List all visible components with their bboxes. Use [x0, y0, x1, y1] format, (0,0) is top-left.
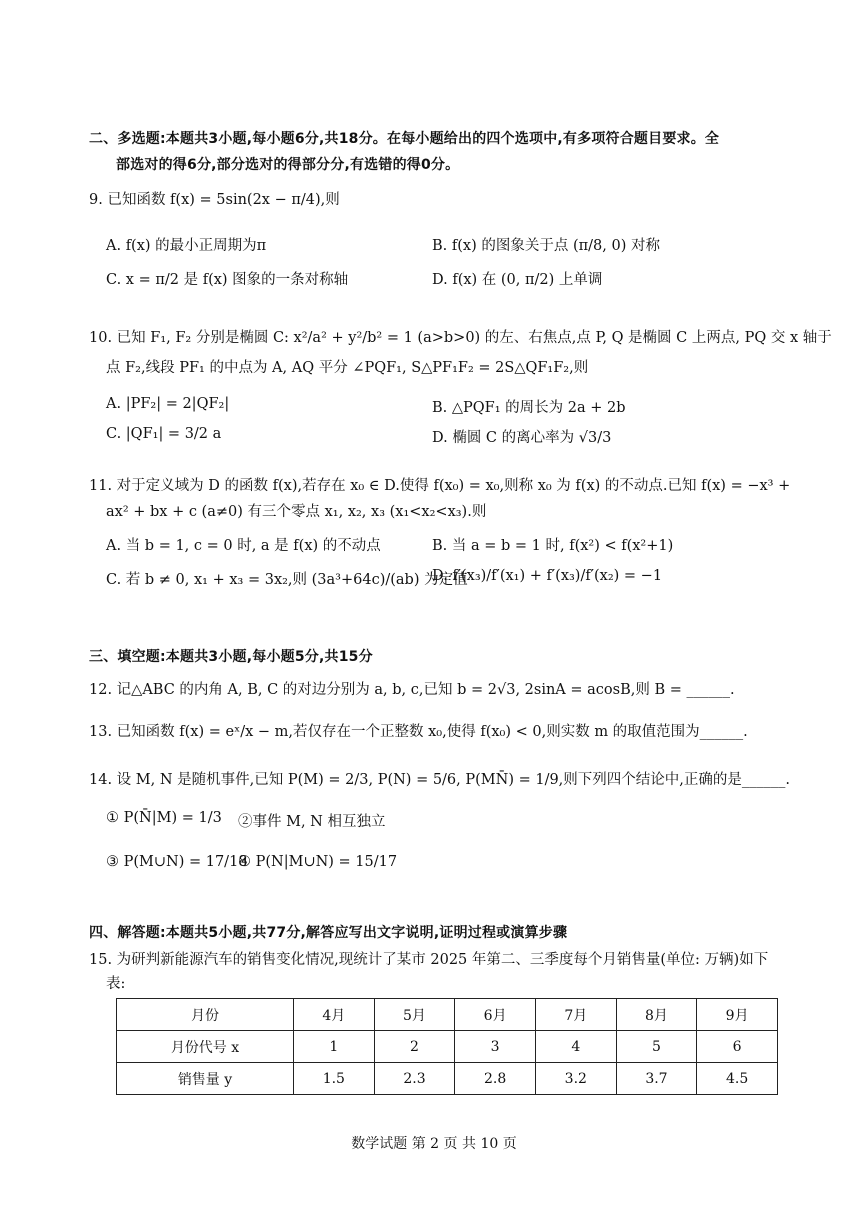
question-14-option-4: ④ P(N|M∪N) = 15/17	[238, 854, 398, 870]
question-10-stem-line1: 10. 已知 F₁, F₂ 分别是椭圆 C: x²/a² + y²/b² = 1 (a>b>0) 的左、右焦点,点 P, Q 是椭圆 C 上两点, PQ 交 x 轴于	[89, 330, 832, 346]
sales-table	[116, 998, 778, 1095]
table-cell: 5	[616, 1031, 697, 1063]
table-row-month	[117, 999, 778, 1031]
table-cell: 4月	[294, 999, 375, 1031]
table-row-sales	[117, 1063, 778, 1095]
section-4-heading: 四、解答题:本题共5小题,共77分,解答应写出文字说明,证明过程或演算步骤	[89, 925, 568, 941]
page-footer: 数学试题 第 2 页 共 10 页	[351, 1136, 517, 1152]
question-10-option-c: C. |QF₁| = 3/2 a	[106, 426, 222, 442]
question-10-stem-line2: 点 F₂,线段 PF₁ 的中点为 A, AQ 平分 ∠PQF₁, S△PF₁F₂ = 2S△QF₁F₂,则	[106, 360, 589, 376]
table-cell: 月份代号 x	[117, 1031, 294, 1063]
section-2-heading-line1: 二、多选题:本题共3小题,每小题6分,共18分。在每小题给出的四个选项中,有多项符合题目要求。全	[89, 131, 720, 147]
table-cell: 1	[294, 1031, 375, 1063]
table-cell: 3.2	[535, 1063, 616, 1095]
table-cell: 2.3	[374, 1063, 455, 1095]
question-14-option-2: ②事件 M, N 相互独立	[238, 814, 386, 830]
question-14-stem: 14. 设 M, N 是随机事件,已知 P(M) = 2/3, P(N) = 5/6, P(MN̄) = 1/9,则下列四个结论中,正确的是______.	[89, 772, 791, 788]
question-13: 13. 已知函数 f(x) = eˣ/x − m,若仅存在一个正整数 x₀,使得 f(x₀) < 0,则实数 m 的取值范围为______.	[89, 724, 748, 740]
section-2-heading-line2: 部选对的得6分,部分选对的得部分分,有选错的得0分。	[116, 157, 460, 173]
question-10-option-d: D. 椭圆 C 的离心率为 √3/3	[432, 430, 612, 446]
table-cell: 8月	[616, 999, 697, 1031]
question-15-stem-line2: 表:	[106, 976, 126, 992]
question-11-stem-line1: 11. 对于定义域为 D 的函数 f(x),若存在 x₀ ∈ D.使得 f(x₀) = x₀,则称 x₀ 为 f(x) 的不动点.已知 f(x) = −x³ +	[89, 478, 791, 494]
question-9-option-c: C. x = π/2 是 f(x) 图象的一条对称轴	[106, 272, 349, 288]
section-3-heading: 三、填空题:本题共3小题,每小题5分,共15分	[89, 649, 373, 665]
table-cell: 7月	[535, 999, 616, 1031]
table-cell: 月份	[117, 999, 294, 1031]
table-cell: 1.5	[294, 1063, 375, 1095]
table-cell: 3	[455, 1031, 536, 1063]
question-10-option-a: A. |PF₂| = 2|QF₂|	[106, 396, 230, 412]
question-11-stem-line2: ax² + bx + c (a≠0) 有三个零点 x₁, x₂, x₃ (x₁<x₂<x₃).则	[106, 504, 487, 520]
table-cell: 4	[535, 1031, 616, 1063]
table-cell: 3.7	[616, 1063, 697, 1095]
table-cell: 销售量 y	[117, 1063, 294, 1095]
question-10-option-b: B. △PQF₁ 的周长为 2a + 2b	[432, 400, 626, 416]
question-15-stem-line1: 15. 为研判新能源汽车的销售变化情况,现统计了某市 2025 年第二、三季度每个月销售量(单位: 万辆)如下	[89, 952, 769, 968]
question-9-option-a: A. f(x) 的最小正周期为π	[106, 238, 267, 254]
question-9-stem: 9. 已知函数 f(x) = 5sin(2x − π/4),则	[89, 192, 340, 208]
question-11-option-d: D. f′(x₃)/f′(x₁) + f′(x₃)/f′(x₂) = −1	[432, 568, 663, 584]
question-9-option-d: D. f(x) 在 (0, π/2) 上单调	[432, 272, 603, 288]
table-cell: 4.5	[697, 1063, 778, 1095]
table-cell: 5月	[374, 999, 455, 1031]
table-cell: 6	[697, 1031, 778, 1063]
question-12: 12. 记△ABC 的内角 A, B, C 的对边分别为 a, b, c,已知 b = 2√3, 2sinA = acosB,则 B = ______.	[89, 682, 735, 698]
question-14-option-3: ③ P(M∪N) = 17/18	[106, 854, 248, 870]
table-cell: 9月	[697, 999, 778, 1031]
question-9-option-b: B. f(x) 的图象关于点 (π/8, 0) 对称	[432, 238, 660, 254]
question-11-option-c: C. 若 b ≠ 0, x₁ + x₃ = 3x₂,则 (3a³+64c)/(ab) 为定值	[106, 572, 468, 588]
question-11-option-a: A. 当 b = 1, c = 0 时, a 是 f(x) 的不动点	[106, 538, 381, 554]
question-14-option-1: ① P(N̄|M) = 1/3	[106, 810, 222, 826]
table-row-code	[117, 1031, 778, 1063]
table-cell: 2	[374, 1031, 455, 1063]
question-11-option-b: B. 当 a = b = 1 时, f(x²) < f(x²+1)	[432, 538, 674, 554]
table-cell: 6月	[455, 999, 536, 1031]
table-cell: 2.8	[455, 1063, 536, 1095]
